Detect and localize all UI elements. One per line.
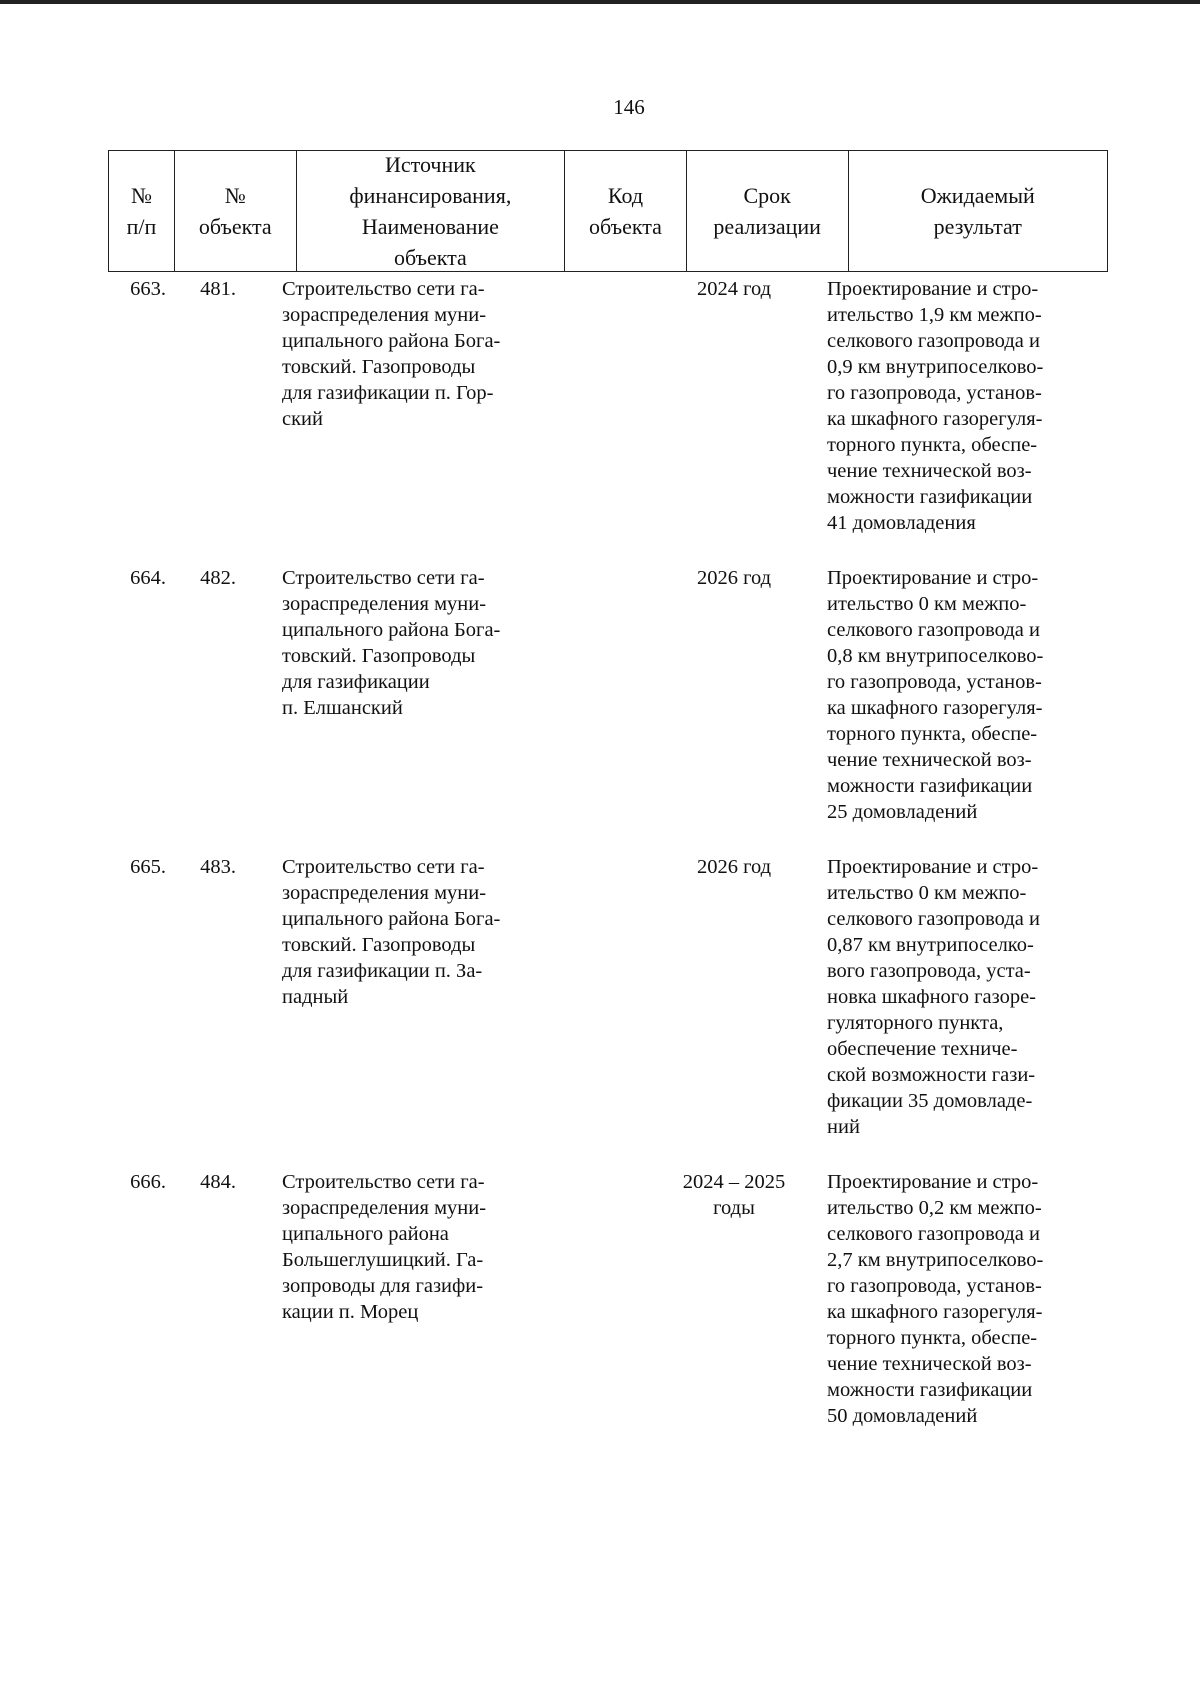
result-line: селкового газопровода и — [827, 619, 1040, 641]
result-line: вого газопровода, уста- — [827, 960, 1031, 982]
result-line: го газопровода, установ- — [827, 382, 1042, 404]
table-row — [108, 276, 1108, 565]
object-name-line: зораспределения муни- — [282, 1197, 487, 1219]
page-number: 146 — [613, 95, 645, 119]
expected-result — [815, 854, 1108, 1169]
object-name — [262, 276, 531, 565]
object-code — [531, 276, 653, 565]
object-name — [262, 1169, 531, 1458]
object-name-line: товский. Газопроводы — [282, 934, 476, 956]
header-text: № — [130, 183, 152, 208]
result-line: чение технической воз- — [827, 749, 1032, 771]
header-col-code — [565, 151, 687, 271]
object-name-line: п. Елшанский — [282, 697, 403, 719]
term-line: 2024 год — [696, 278, 772, 300]
object-name-line: Строительство сети га- — [282, 278, 485, 300]
object-name-line: ципального района — [282, 1223, 449, 1245]
header-text: реализации — [713, 214, 821, 239]
header-text: финансирования, — [349, 183, 512, 208]
term-line: 2024 – 2025 — [682, 1171, 786, 1193]
expected-result — [815, 565, 1108, 854]
object-name-line: для газификации — [282, 671, 430, 693]
result-line: фикации 35 домовладе- — [827, 1090, 1033, 1112]
header-text: Срок — [743, 183, 791, 208]
term-line: годы — [713, 1197, 755, 1219]
result-line: новка шкафного газоре- — [827, 986, 1036, 1008]
object-name-line: ципального района Бога- — [282, 619, 501, 641]
header-text: Код — [607, 183, 644, 208]
object-name-line: ципального района Бога- — [282, 908, 501, 930]
page-top-rule — [0, 0, 1200, 4]
expected-result — [815, 1169, 1108, 1458]
result-line: ительство 0 км межпо- — [827, 882, 1027, 904]
header-col-object — [175, 151, 297, 271]
table-row — [108, 854, 1108, 1169]
result-line: 25 домовладений — [827, 801, 978, 823]
header-text: Источник — [385, 152, 476, 177]
object-name-line: зораспределения муни- — [282, 304, 487, 326]
object-number: 484. — [200, 1171, 236, 1193]
implementation-term — [653, 854, 815, 1169]
result-line: ний — [827, 1116, 860, 1138]
object-number: 482. — [200, 567, 236, 589]
header-text: результат — [933, 214, 1022, 239]
result-line: 0,9 км внутрипоселково- — [827, 356, 1044, 378]
object-code — [531, 1169, 653, 1458]
result-line: го газопровода, установ- — [827, 671, 1042, 693]
row-number: 664. — [130, 567, 166, 589]
result-line: ительство 1,9 км межпо- — [827, 304, 1042, 326]
implementation-term — [653, 1169, 815, 1458]
term-line: 2026 год — [696, 856, 772, 878]
object-code — [531, 854, 653, 1169]
result-line: ка шкафного газорегуля- — [827, 408, 1043, 430]
result-line: 50 домовладений — [827, 1405, 978, 1427]
result-line: селкового газопровода и — [827, 1223, 1040, 1245]
header-text: п/п — [126, 214, 157, 239]
header-text: объекта — [393, 245, 467, 270]
object-name-line: Строительство сети га- — [282, 567, 485, 589]
object-name-line: Строительство сети га- — [282, 856, 485, 878]
object-number: 481. — [200, 278, 236, 300]
result-line: торного пункта, обеспе- — [827, 723, 1038, 745]
object-code — [531, 565, 653, 854]
implementation-term — [653, 276, 815, 565]
result-line: можности газификации — [827, 486, 1033, 508]
header-text: № — [224, 183, 246, 208]
object-name-line: зопроводы для газифи- — [282, 1275, 484, 1297]
row-number: 665. — [130, 856, 166, 878]
result-line: го газопровода, установ- — [827, 1275, 1042, 1297]
header-text: Ожидаемый — [920, 183, 1035, 208]
object-name-line: зораспределения муни- — [282, 593, 487, 615]
result-line: торного пункта, обеспе- — [827, 434, 1038, 456]
header-text: Наименование — [361, 214, 499, 239]
table-body — [108, 276, 1108, 1458]
result-line: ка шкафного газорегуля- — [827, 697, 1043, 719]
result-line: ской возможности гази- — [827, 1064, 1036, 1086]
object-name-line: Строительство сети га- — [282, 1171, 485, 1193]
expected-result — [815, 276, 1108, 565]
result-line: 0,87 км внутрипоселко- — [827, 934, 1034, 956]
object-name — [262, 565, 531, 854]
object-name-line: Большеглушицкий. Га- — [282, 1249, 484, 1271]
object-name — [262, 854, 531, 1169]
table-header — [108, 150, 1108, 272]
table-row — [108, 565, 1108, 854]
result-line: Проектирование и стро- — [827, 856, 1039, 878]
row-number: 663. — [130, 278, 166, 300]
result-line: ка шкафного газорегуля- — [827, 1301, 1043, 1323]
header-col-num — [109, 151, 175, 271]
result-line: Проектирование и стро- — [827, 567, 1039, 589]
result-line: можности газификации — [827, 775, 1033, 797]
object-name-line: падный — [282, 986, 349, 1008]
result-line: гуляторного пункта, — [827, 1012, 1004, 1034]
object-name-line: для газификации п. Гор- — [282, 382, 494, 404]
object-name-line: зораспределения муни- — [282, 882, 487, 904]
result-line: селкового газопровода и — [827, 330, 1040, 352]
result-line: Проектирование и стро- — [827, 278, 1039, 300]
table-row — [108, 1169, 1108, 1458]
result-line: 2,7 км внутрипоселково- — [827, 1249, 1044, 1271]
object-name-line: товский. Газопроводы — [282, 356, 476, 378]
result-line: чение технической воз- — [827, 1353, 1032, 1375]
object-name-line: ципального района Бога- — [282, 330, 501, 352]
result-line: селкового газопровода и — [827, 908, 1040, 930]
header-col-term — [687, 151, 849, 271]
row-number: 666. — [130, 1171, 166, 1193]
header-text: объекта — [198, 214, 272, 239]
term-line: 2026 год — [696, 567, 772, 589]
result-line: ительство 0 км межпо- — [827, 593, 1027, 615]
object-name-line: для газификации п. За- — [282, 960, 483, 982]
header-col-result — [849, 151, 1107, 271]
object-name-line: товский. Газопроводы — [282, 645, 476, 667]
object-number: 483. — [200, 856, 236, 878]
header-col-name — [297, 151, 565, 271]
implementation-term — [653, 565, 815, 854]
result-line: обеспечение техниче- — [827, 1038, 1018, 1060]
result-line: можности газификации — [827, 1379, 1033, 1401]
result-line: чение технической воз- — [827, 460, 1032, 482]
object-name-line: ский — [282, 408, 323, 430]
result-line: 41 домовладения — [827, 512, 976, 534]
result-line: торного пункта, обеспе- — [827, 1327, 1038, 1349]
result-line: Проектирование и стро- — [827, 1171, 1039, 1193]
header-text: объекта — [589, 214, 662, 239]
result-line: ительство 0,2 км межпо- — [827, 1197, 1042, 1219]
object-name-line: кации п. Морец — [282, 1301, 419, 1323]
result-line: 0,8 км внутрипоселково- — [827, 645, 1044, 667]
